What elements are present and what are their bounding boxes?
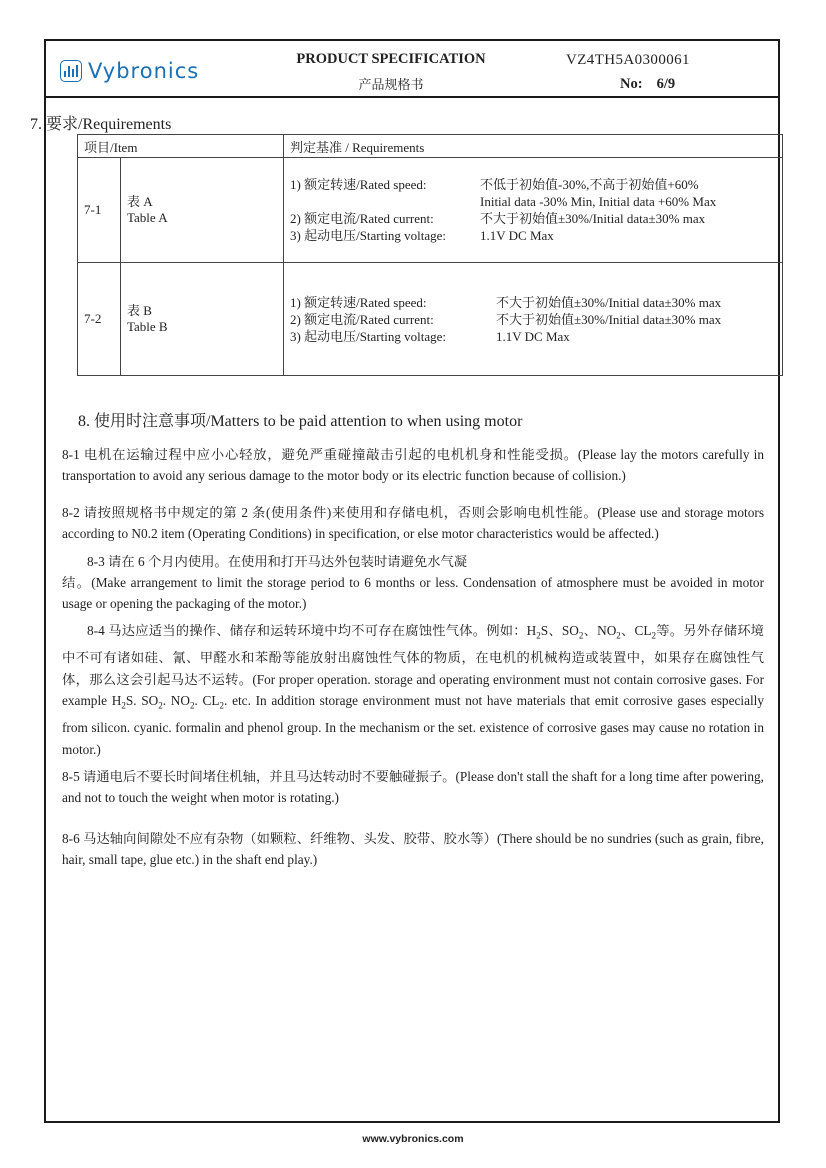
p84-text: 等。另外存储环境中不可有诸如硅、氰、甲醛水和苯酚等能放射出腐蚀性气体的物质，在电机的机械构造或装置中，如果存在腐蚀性气体，那么这会引起马达不运转。(For proper operation. storage and operating environment must not contain corrosive gases. For example H <box>62 623 764 709</box>
footer-url: www.vybronics.com <box>362 1133 464 1145</box>
table-row <box>78 263 783 376</box>
p84-sub: 2 <box>578 630 584 641</box>
spec-title-en: PRODUCT SPECIFICATION <box>296 51 486 67</box>
p84-sub: 2 <box>536 630 541 641</box>
paragraph-8-3 <box>62 551 764 614</box>
row-name <box>121 158 284 263</box>
p84-text: 8-4 马达应适当的操作、储存和运转环境中均不可存在腐蚀性气体。例如：H <box>87 623 537 638</box>
p84-sub: 2 <box>219 700 225 711</box>
row-name-en: Table A <box>127 210 168 225</box>
req-label: 1) 额定转速/Rated speed: <box>290 177 427 192</box>
doc-code: VZ4TH5A0300061 <box>566 52 690 68</box>
requirements-table <box>77 134 783 376</box>
paragraph-8-1: 8-1 电机在运输过程中应小心轻放，避免严重碰撞敲击引起的电机机身和性能受损。(Please lay the motors carefully in transportation to avoid any serious damage to the motor body or its electric function because of collision.) <box>62 447 764 483</box>
col-item-header: 项目/Item <box>78 135 284 158</box>
vibration-logo-icon <box>60 60 82 82</box>
paragraph-8-4 <box>62 620 764 760</box>
req-value: 1.1V DC Max <box>480 228 554 243</box>
col-requirements-header: 判定基准 / Requirements <box>284 135 783 158</box>
p84-sub: 2 <box>190 700 195 711</box>
p84-text: S、SO <box>540 623 579 638</box>
paragraph-8-5: 8-5 请通电后不要长时间堵住机轴，并且马达转动时不要触碰振子。(Please don't stall the shaft for a long time after powering, and not to touch the weight when motor is rotating.) <box>62 769 764 805</box>
document-header <box>46 41 778 98</box>
p84-text: . etc. In addition storage environment must not have materials that emit corrosive gases especially from silicon. cyanic. formalin and phenol group. In the mechanism or the set. existence of corrosive gases may cause no rotation in motor.) <box>62 693 765 757</box>
paragraph-8-6: 8-6 马达轴向间隙处不应有杂物（如颗粒、纤维物、头发、胶带、胶水等）(There should be no sundries (such as grain, fibre, hair, small tape, glue etc.) in the shaft end play.) <box>62 831 764 867</box>
p84-text: 、NO <box>583 623 617 638</box>
logo-text: Vybronics <box>88 59 200 83</box>
paragraph-8-2: 8-2 请按照规格书中规定的第 2 条(使用条件)来使用和存储电机，否则会影响电机性能。(Please use and storage motors according to N0.2 item (Operating Conditions) in specification, or else motor characteristics would be affected.) <box>62 505 764 541</box>
p84-text: 、CL <box>620 623 652 638</box>
section-8-title: 8. 使用时注意事项/Matters to be paid attention to when using motor <box>78 413 523 430</box>
spec-title <box>276 51 506 93</box>
row-name-zh: 表 B <box>127 303 152 318</box>
row-id: 7-2 <box>78 263 121 376</box>
req-value: 不大于初始值±30%/Initial data±30% max <box>480 211 706 226</box>
company-logo <box>60 57 199 85</box>
page-label: No: <box>620 76 643 92</box>
spec-title-zh: 产品规格书 <box>358 77 424 92</box>
req-value: 不低于初始值-30%,不高于初始值+60% <box>480 177 699 192</box>
section-7-title: 7. 要求/Requirements <box>30 116 172 133</box>
req-value: 不大于初始值±30%/Initial data±30% max <box>496 311 722 327</box>
table-header-row <box>78 135 783 158</box>
row-requirements <box>284 158 783 263</box>
p84-text: S. SO <box>125 693 159 709</box>
row-name-en: Table B <box>127 319 168 334</box>
req-label: 2) 额定电流/Rated current: <box>290 311 434 327</box>
p84-sub: 2 <box>121 700 126 711</box>
table-row <box>78 158 783 263</box>
req-label: 3) 起动电压/Starting voltage: <box>290 228 446 243</box>
paragraph-8-3-rest: 结。(Make arrangement to limit the storage period to 6 months or less. Condensation of atmosphere must be avoided in motor usage or opening the packaging of the motor.) <box>62 575 764 611</box>
req-value: 不大于初始值±30%/Initial data±30% max <box>496 294 722 310</box>
doc-info <box>566 52 776 93</box>
req-value: 1.1V DC Max <box>496 328 570 344</box>
req-label: 1) 额定转速/Rated speed: <box>290 294 427 310</box>
page-value: 6/9 <box>656 76 676 92</box>
row-id: 7-1 <box>78 158 121 263</box>
row-name-zh: 表 A <box>127 194 153 209</box>
p84-sub: 2 <box>616 630 621 641</box>
p84-sub: 2 <box>651 630 656 641</box>
p84-text: . CL <box>194 693 220 709</box>
p84-text: . NO <box>162 693 191 709</box>
row-name <box>121 263 284 376</box>
page-number <box>566 76 776 93</box>
req-label: 2) 额定电流/Rated current: <box>290 211 434 226</box>
req-value-continued: Initial data -30% Min, Initial data +60% Max <box>480 194 717 209</box>
row-requirements <box>284 263 783 376</box>
p84-sub: 2 <box>158 700 163 711</box>
paragraph-8-3-line1: 8-3 请在 6 个月内使用。在使用和打开马达外包装时请避免水气凝 <box>87 554 468 569</box>
req-label: 3) 起动电压/Starting voltage: <box>290 328 446 344</box>
